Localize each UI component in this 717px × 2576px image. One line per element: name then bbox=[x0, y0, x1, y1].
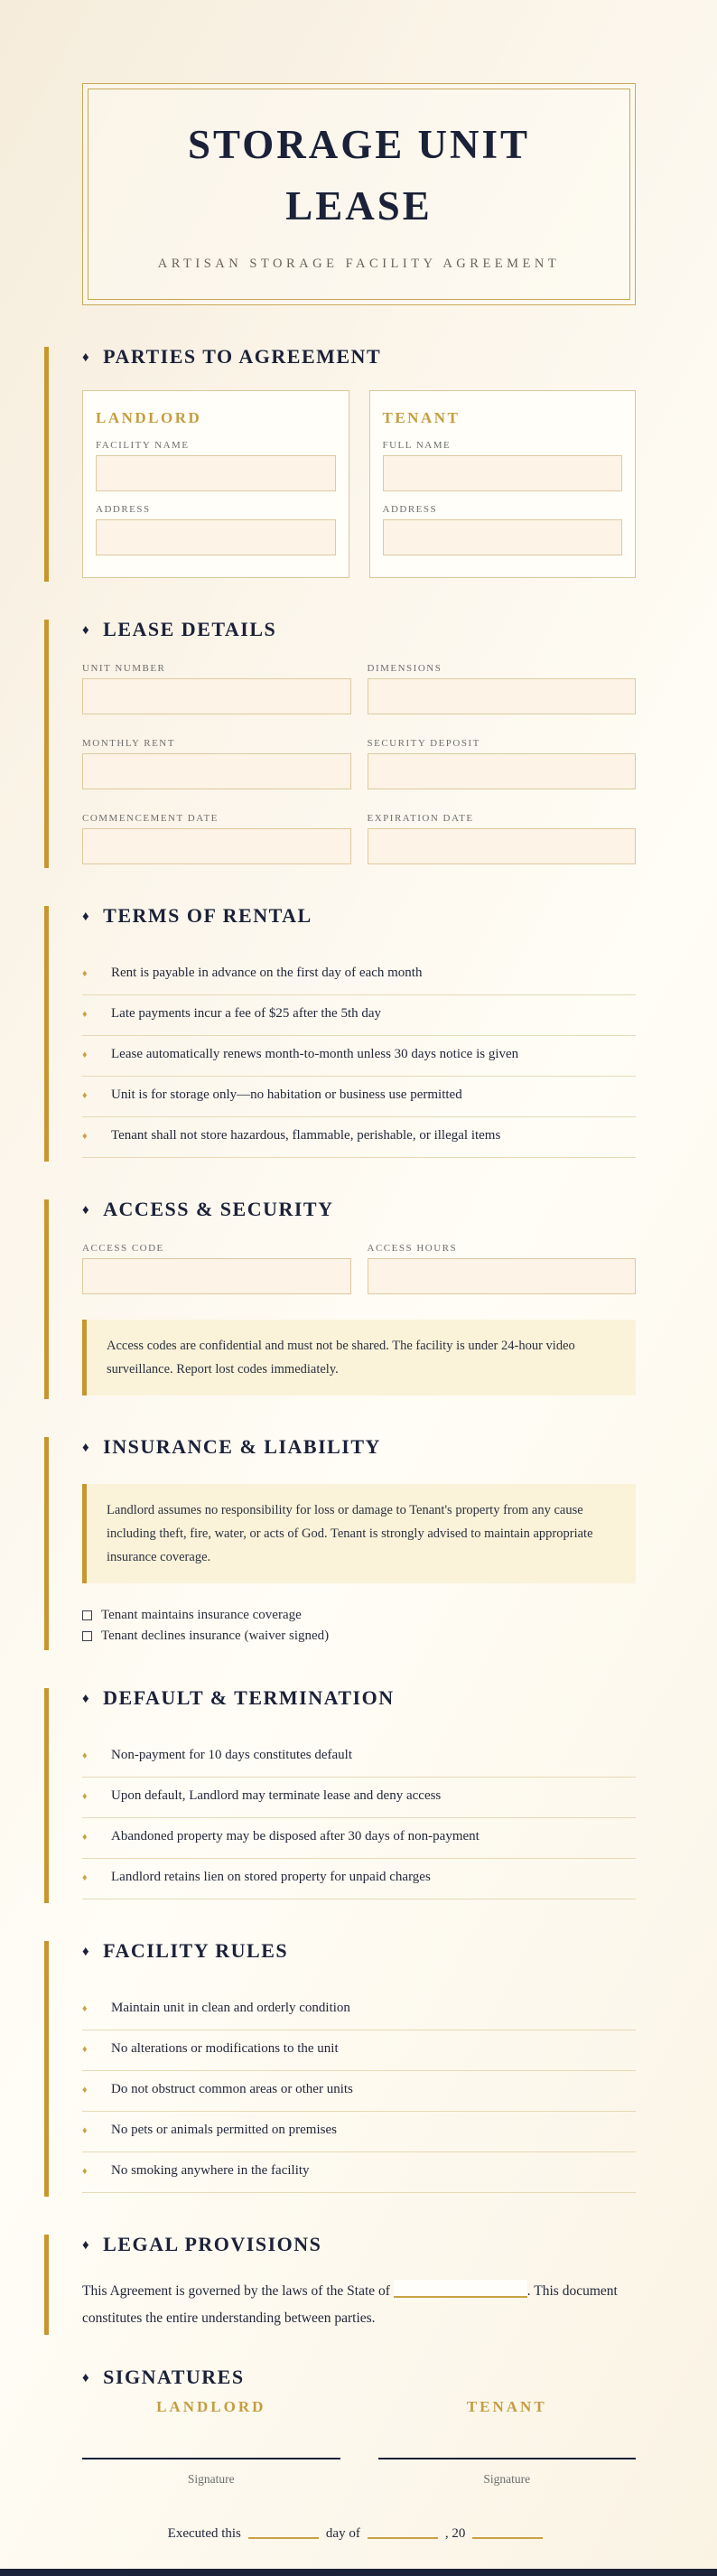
section-heading-legal bbox=[82, 2233, 636, 2256]
tenant-signature-block bbox=[378, 2398, 637, 2487]
diamond-bullet-icon: ♦ bbox=[82, 2166, 88, 2178]
section-title: TERMS OF RENTAL bbox=[103, 904, 312, 927]
checkbox-row bbox=[82, 1626, 636, 1647]
section-heading-access bbox=[82, 1198, 636, 1221]
section-title: ACCESS & SECURITY bbox=[103, 1198, 334, 1220]
list-item bbox=[82, 2112, 636, 2152]
section-title: LEASE DETAILS bbox=[103, 618, 277, 640]
diamond-icon: ♦ bbox=[82, 2371, 91, 2386]
section-heading-parties bbox=[82, 345, 636, 369]
footer-accent-bar bbox=[0, 2569, 717, 2576]
field-group bbox=[368, 663, 637, 714]
insurance-declines-checkbox[interactable] bbox=[82, 1631, 92, 1641]
field-label: COMMENCEMENT DATE bbox=[82, 813, 219, 824]
list-item-text: No pets or animals permitted on premises bbox=[111, 2123, 337, 2138]
access-code-input[interactable] bbox=[82, 1258, 351, 1294]
checkbox-row bbox=[82, 1605, 636, 1626]
section-title: FACILITY RULES bbox=[103, 1939, 289, 1963]
section-heading-facility-rules bbox=[82, 1939, 636, 1963]
list-item-text: Unit is for storage only—no habitation or business use permitted bbox=[111, 1087, 462, 1102]
list-item bbox=[82, 2152, 636, 2193]
diamond-icon: ♦ bbox=[82, 1692, 91, 1707]
diamond-bullet-icon: ♦ bbox=[82, 1791, 88, 1803]
diamond-icon: ♦ bbox=[82, 1441, 91, 1456]
section-title: SIGNATURES bbox=[103, 2366, 245, 2389]
signature-columns bbox=[82, 2398, 636, 2487]
insurance-note-box: Landlord assumes no responsibility for loss or damage to Tenant's property from any cause including theft, fire, water, or acts of God. Tenant is strongly advised to maintain appropriate insurance coverage. bbox=[82, 1484, 636, 1583]
section-insurance bbox=[82, 1435, 636, 1647]
field-group bbox=[82, 1243, 351, 1294]
lease-details-grid bbox=[82, 663, 636, 864]
executed-text-3: , 20 bbox=[444, 2526, 466, 2542]
list-item bbox=[82, 1990, 636, 2030]
tenant-card bbox=[369, 390, 637, 578]
checkbox-label: Tenant declines insurance (waiver signed) bbox=[101, 1629, 330, 1644]
section-heading-default-termination bbox=[82, 1686, 636, 1710]
list-item bbox=[82, 1737, 636, 1778]
section-title: INSURANCE & LIABILITY bbox=[103, 1435, 381, 1459]
list-item-text: Late payments incur a fee of $25 after the 5th day bbox=[111, 1006, 382, 1021]
executed-line bbox=[82, 2525, 636, 2542]
expiration-date-input[interactable] bbox=[368, 828, 637, 864]
diamond-bullet-icon: ♦ bbox=[82, 2044, 88, 2056]
diamond-bullet-icon: ♦ bbox=[82, 968, 88, 979]
security-deposit-input[interactable] bbox=[368, 753, 637, 789]
diamond-icon: ♦ bbox=[82, 1203, 91, 1218]
list-item-text: Tenant shall not store hazardous, flammable, perishable, or illegal items bbox=[111, 1128, 501, 1143]
diamond-icon: ♦ bbox=[82, 2238, 91, 2254]
list-item bbox=[82, 1778, 636, 1818]
diamond-icon: ♦ bbox=[82, 910, 91, 924]
tenant-full-name-input[interactable] bbox=[383, 455, 623, 491]
section-legal bbox=[82, 2233, 636, 2331]
diamond-bullet-icon: ♦ bbox=[82, 1050, 88, 1060]
access-note-box: Access codes are confidential and must not be shared. The facility is under 24-hour video surveillance. Report lost codes immediately. bbox=[82, 1320, 636, 1395]
executed-text-2: day of bbox=[325, 2526, 360, 2542]
list-item bbox=[82, 1077, 636, 1117]
diamond-bullet-icon: ♦ bbox=[82, 1009, 88, 1020]
field-label: FACILITY NAME bbox=[96, 440, 190, 451]
list-item-text: Upon default, Landlord may terminate lease and deny access bbox=[111, 1788, 442, 1804]
field-label: ADDRESS bbox=[382, 504, 438, 515]
access-grid bbox=[82, 1243, 636, 1294]
facility-name-input[interactable] bbox=[96, 455, 336, 491]
field-group bbox=[368, 738, 637, 789]
legal-paragraph bbox=[82, 2278, 636, 2331]
field-label: MONTHLY RENT bbox=[82, 738, 175, 749]
field-label: EXPIRATION DATE bbox=[367, 813, 474, 824]
diamond-bullet-icon: ♦ bbox=[82, 2125, 88, 2137]
dimensions-input[interactable] bbox=[368, 678, 637, 714]
diamond-icon: ♦ bbox=[82, 1945, 91, 1960]
document-title: STORAGE UNIT LEASE bbox=[187, 122, 530, 229]
list-item bbox=[82, 2071, 636, 2112]
field-label: ADDRESS bbox=[96, 504, 151, 515]
tenant-signature-line[interactable] bbox=[378, 2416, 637, 2459]
tenant-card-title: TENANT bbox=[382, 409, 461, 426]
field-label: ACCESS CODE bbox=[82, 1243, 164, 1254]
list-item bbox=[82, 1818, 636, 1859]
section-heading-signatures bbox=[82, 2366, 636, 2389]
default-termination-list bbox=[82, 1737, 636, 1899]
list-item-text: Abandoned property may be disposed after 30 days of non-payment bbox=[111, 1829, 480, 1844]
field-group bbox=[82, 663, 351, 714]
facility-rules-list bbox=[82, 1990, 636, 2193]
list-item bbox=[82, 2030, 636, 2071]
section-heading-lease-details bbox=[82, 618, 636, 641]
diamond-bullet-icon: ♦ bbox=[82, 1131, 88, 1142]
insurance-checkbox-group bbox=[82, 1605, 636, 1647]
diamond-bullet-icon: ♦ bbox=[82, 2003, 88, 2015]
list-item-text: Landlord retains lien on stored property for unpaid charges bbox=[111, 1870, 431, 1885]
section-title: LEGAL PROVISIONS bbox=[103, 2233, 322, 2256]
signature-party-title: TENANT bbox=[466, 2398, 547, 2416]
field-label: ACCESS HOURS bbox=[367, 1243, 458, 1254]
field-label: UNIT NUMBER bbox=[82, 663, 166, 674]
field-group bbox=[82, 738, 351, 789]
list-item-text: Rent is payable in advance on the first day of each month bbox=[111, 966, 423, 980]
signature-label: Signature bbox=[187, 2472, 235, 2487]
access-hours-input[interactable] bbox=[368, 1258, 637, 1294]
legal-text-before: This Agreement is governed by the laws of the State of bbox=[82, 2283, 390, 2300]
executed-year-blank[interactable] bbox=[472, 2525, 543, 2539]
list-item-text: No alterations or modifications to the unit bbox=[111, 2041, 339, 2057]
field-group bbox=[368, 1243, 637, 1294]
diamond-icon: ♦ bbox=[82, 623, 91, 638]
parties-cards bbox=[82, 390, 636, 578]
commencement-date-input[interactable] bbox=[82, 828, 351, 864]
list-item bbox=[82, 995, 636, 1036]
section-title: PARTIES TO AGREEMENT bbox=[103, 345, 382, 368]
diamond-icon: ♦ bbox=[82, 350, 91, 365]
section-default-termination bbox=[82, 1686, 636, 1899]
list-item bbox=[82, 1036, 636, 1077]
section-signatures bbox=[82, 2366, 636, 2542]
section-title: DEFAULT & TERMINATION bbox=[103, 1686, 395, 1710]
section-heading-insurance bbox=[82, 1435, 636, 1459]
executed-day-blank[interactable] bbox=[248, 2525, 319, 2539]
section-terms bbox=[82, 904, 636, 1158]
document-header-card bbox=[82, 83, 636, 305]
legal-text-after: . This document constitutes the entire understanding between parties. bbox=[82, 2283, 618, 2326]
executed-month-blank[interactable] bbox=[368, 2525, 438, 2539]
signature-party-title: LANDLORD bbox=[156, 2398, 266, 2416]
field-group bbox=[368, 813, 637, 864]
signature-label: Signature bbox=[483, 2472, 531, 2487]
section-access bbox=[82, 1198, 636, 1395]
landlord-address-input[interactable] bbox=[96, 519, 336, 555]
landlord-signature-line[interactable] bbox=[82, 2416, 340, 2459]
landlord-signature-block bbox=[82, 2398, 340, 2487]
list-item bbox=[82, 1117, 636, 1158]
diamond-bullet-icon: ♦ bbox=[82, 2085, 88, 2096]
field-group bbox=[82, 813, 351, 864]
section-heading-terms bbox=[82, 904, 636, 928]
terms-list bbox=[82, 955, 636, 1158]
section-facility-rules bbox=[82, 1939, 636, 2193]
landlord-card bbox=[82, 390, 349, 578]
insurance-maintains-checkbox[interactable] bbox=[82, 1610, 92, 1620]
field-label: FULL NAME bbox=[382, 440, 452, 451]
field-label: SECURITY DEPOSIT bbox=[367, 738, 480, 749]
list-item-text: Maintain unit in clean and orderly condition bbox=[111, 2001, 350, 2016]
list-item bbox=[82, 955, 636, 995]
unit-number-input[interactable] bbox=[82, 678, 351, 714]
landlord-card-title: LANDLORD bbox=[96, 409, 202, 426]
diamond-bullet-icon: ♦ bbox=[82, 1832, 88, 1843]
state-blank[interactable] bbox=[394, 2280, 527, 2298]
document-subtitle: ARTISAN STORAGE FACILITY AGREEMENT bbox=[157, 257, 561, 271]
section-lease-details bbox=[82, 618, 636, 864]
executed-text-1: Executed this bbox=[167, 2526, 241, 2542]
list-item bbox=[82, 1859, 636, 1899]
list-item-text: Non-payment for 10 days constitutes default bbox=[111, 1748, 353, 1763]
field-label: DIMENSIONS bbox=[367, 663, 442, 674]
section-parties bbox=[82, 345, 636, 578]
diamond-bullet-icon: ♦ bbox=[82, 1090, 88, 1101]
list-item-text: No smoking anywhere in the facility bbox=[111, 2163, 310, 2179]
list-item-text: Lease automatically renews month-to-month unless 30 days notice is given bbox=[111, 1047, 519, 1061]
list-item-text: Do not obstruct common areas or other units bbox=[111, 2082, 353, 2097]
tenant-address-input[interactable] bbox=[383, 519, 623, 555]
monthly-rent-input[interactable] bbox=[82, 753, 351, 789]
checkbox-label: Tenant maintains insurance coverage bbox=[101, 1608, 302, 1623]
diamond-bullet-icon: ♦ bbox=[82, 1750, 88, 1762]
diamond-bullet-icon: ♦ bbox=[82, 1872, 88, 1884]
